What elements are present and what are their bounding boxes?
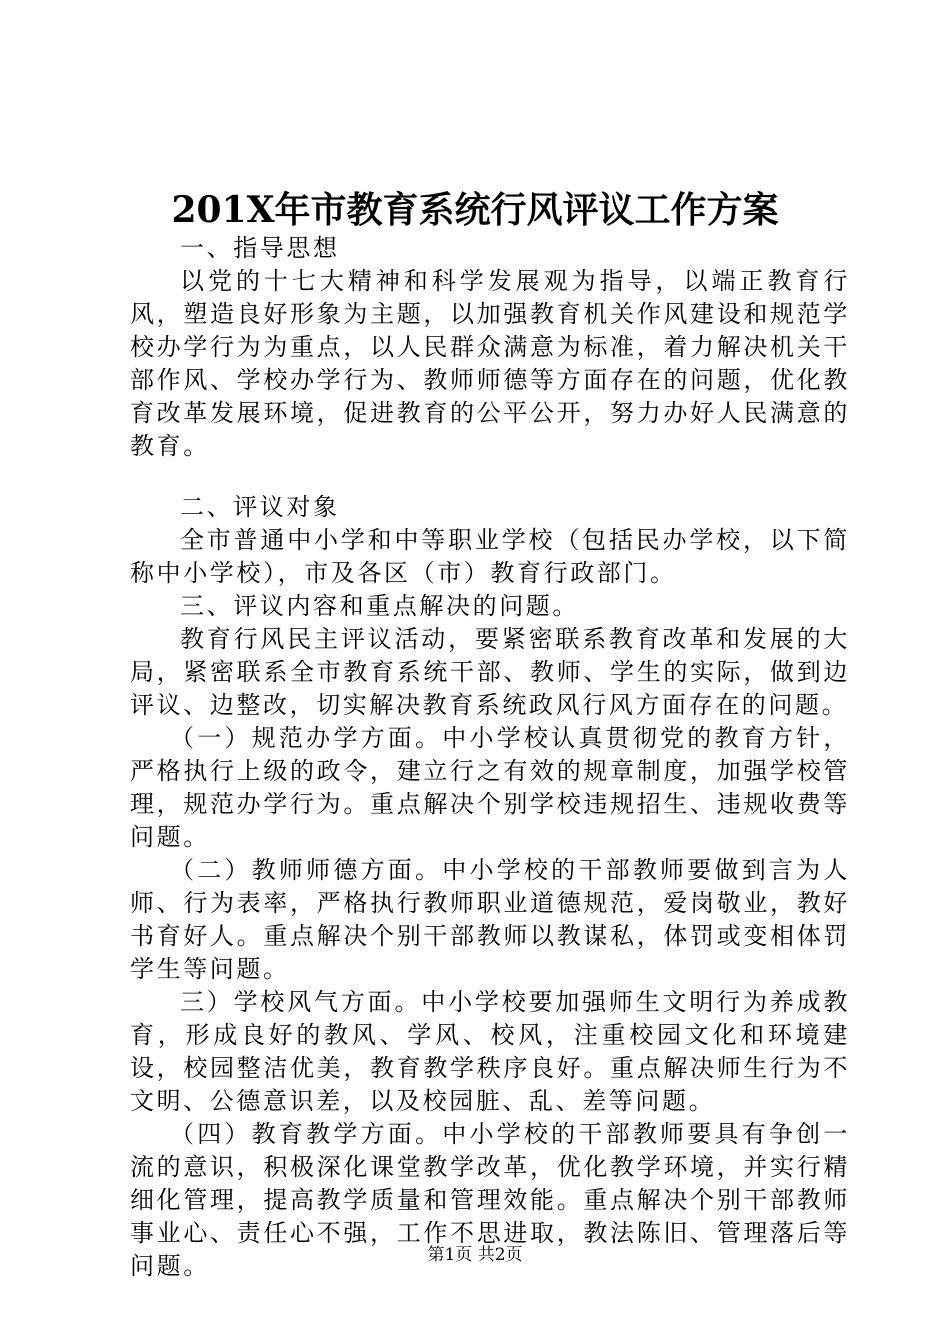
section-heading-evaluation-content: 三、评议内容和重点解决的问题。: [180, 592, 579, 620]
page-footer: 第1页 共2页: [427, 1245, 523, 1265]
paragraph-guiding-ideology: 以党的十七大精神和科学发展观为指导，以端正教育行风，塑造良好形象为主题，以加强教育机关作风建设和规范学校办学行为为重点，以人民群众满意为标准，着力解决机关干部作风、学校办学行为、教师师德等方面存在的问题，优化教育改革发展环境，促进教育的公平公开，努力办好人民满意的教育。: [130, 267, 850, 460]
section-heading-evaluation-targets: 二、评议对象: [180, 493, 340, 521]
paragraph-item-4-teaching: （四）教育教学方面。中小学校的干部教师要具有争创一流的意识，积极深化课堂教学改革，优化教学环境，并实行精细化管理，提高教学质量和管理效能。重点解决个别干部教师事业心、责任心不强，工作不思进取，教法陈旧、管理落后等问题。: [130, 1120, 850, 1280]
document-body: [130, 232, 850, 1283]
paragraph-item-3-school-atmosphere: 三）学校风气方面。中小学校要加强师生文明行为养成教育，形成良好的教风、学风、校风，注重校园文化和环境建设，校园整洁优美，教育教学秩序良好。重点解决师生行为不文明、公德意识差，以及校园脏、乱、差等问题。: [130, 988, 850, 1115]
paragraph-evaluation-targets: 全市普通中小学和中等职业学校（包括民办学校，以下简称中小学校），市及各区（市）教育行政部门。: [130, 526, 850, 587]
paragraph-item-2-teacher-ethics: （二）教师师德方面。中小学校的干部教师要做到言为人师、行为表率，严格执行教师职业道德规范，爱岗敬业，教好书育好人。重点解决个别干部教师以教谋私，体罚或变相体罚学生等问题。: [130, 856, 850, 983]
paragraph-spacer: [130, 463, 850, 491]
section-heading-guiding-ideology: 一、指导思想: [180, 234, 340, 262]
paragraph-evaluation-overview: 教育行风民主评议活动，要紧密联系教育改革和发展的大局，紧密联系全市教育系统干部、教师、学生的实际，做到边评议、边整改，切实解决教育系统政风行风方面存在的问题。: [130, 625, 850, 719]
paragraph-item-1-school-management: （一）规范办学方面。中小学校认真贯彻党的教育方针，严格执行上级的政令，建立行之有效的规章制度，加强学校管理，规范办学行为。重点解决个别学校违规招生、违规收费等问题。: [130, 724, 850, 851]
document-title: 201X年市教育系统行风评议工作方案: [171, 189, 779, 231]
